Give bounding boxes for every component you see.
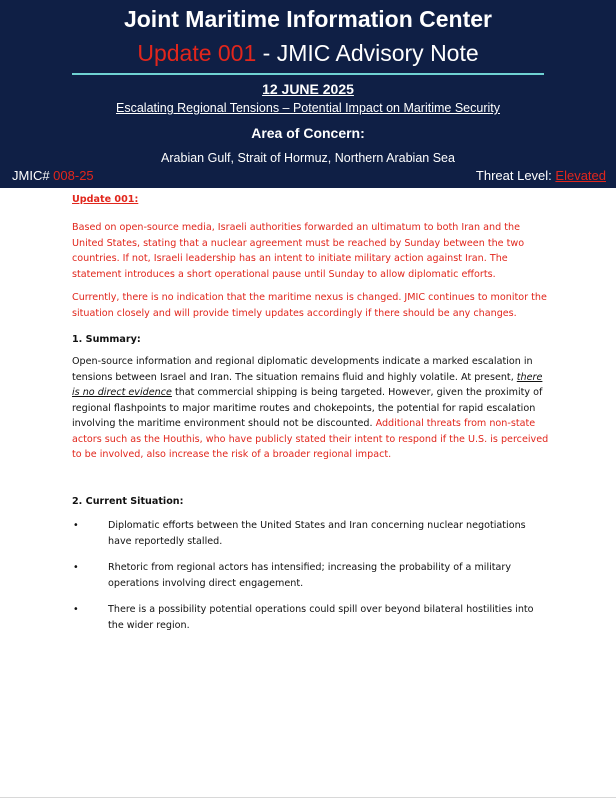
summary-paragraph [72,354,550,463]
update-paragraph: Based on open-source media, Israeli authorities forwarded an ultimatum to both Iran and the United States, stating that a nuclear agreement must be reached by Sunday between the two countries. If not, Israeli leadership has an intent to initiate military action against Iran. The statement introduces a short operational pause until Sunday to allow diplomatic efforts. [72,222,525,280]
current-situation-heading: 2. Current Situation: [72,496,184,507]
header-title: Joint Maritime Information Center [123,6,493,32]
summary-text-part-1: Open-source information and regional diplomatic developments indicate a marked escalation in tensions between Israel and Iran. The situation remains fluid and highly volatile. At present, [72,356,533,383]
document-header [0,0,616,188]
list-item-text: Rhetoric from regional actors has intensified; increasing the probability of a military operations involving direct engagement. [108,562,512,589]
list-item [72,560,550,591]
list-item-text: There is a possibility potential operations could spill over beyond bilateral hostilities into the wider region. [108,604,534,631]
update-heading: Update 001: [72,194,139,205]
reference-number [12,168,94,184]
header-subtitle [0,40,616,66]
bullet-icon: • [73,562,79,573]
threat-level-value: Elevated [555,168,606,183]
area-of-concern-label: Area of Concern: [251,125,365,141]
bullet-icon: • [73,604,79,615]
header-divider [72,73,544,75]
header-date: 12 JUNE 2025 [262,81,354,97]
advisory-note-label: - JMIC Advisory Note [256,40,479,66]
threat-level-label: Threat Level: [475,168,556,183]
summary-heading: 1. Summary: [72,334,141,345]
current-situation-list [72,518,550,644]
summary-threat-text: Additional threats from non-state actors such as the Houthis, who have publicly stated their intent to respond if the U.S. is perceived to be involved, also increase the risk of a broader regional impact. [72,418,549,460]
bullet-icon: • [73,520,79,531]
page-bottom-divider [0,797,616,798]
reference-value: 008-25 [53,168,94,183]
update-label: Update 001 [137,40,257,66]
list-item [72,518,550,549]
list-item [72,602,550,633]
summary-text-part-2: that commercial shipping is being targeted. However, given the proximity of regional flashpoints to major maritime routes and chokepoints, the potential for rapid escalation involving the maritime environment should not be discounted. [72,387,543,429]
summary-emphasis: there is no direct evidence [72,371,543,398]
header-topic: Escalating Regional Tensions – Potential Impact on Maritime Security [116,101,500,115]
list-item-text: Diplomatic efforts between the United States and Iran concerning nuclear negotiations have reportedly stalled. [108,520,526,547]
update-note-paragraph: Currently, there is no indication that the maritime nexus is changed. JMIC continues to monitor the situation closely and will provide timely updates accordingly if there should be any changes. [72,292,547,319]
threat-level [476,168,606,184]
area-of-concern-value: Arabian Gulf, Strait of Hormuz, Northern Arabian Sea [161,151,455,165]
reference-label: JMIC# [12,168,54,183]
